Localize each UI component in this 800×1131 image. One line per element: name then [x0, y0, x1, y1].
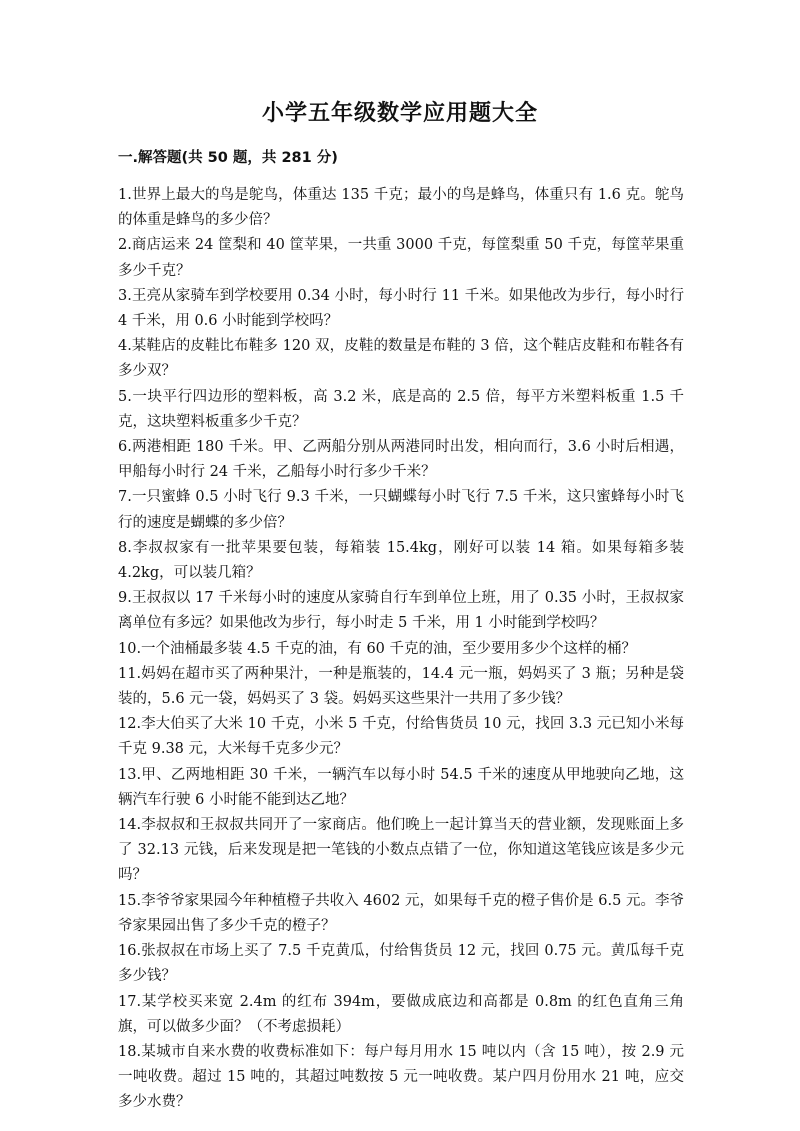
question-item: 5.一块平行四边形的塑料板，高 3.2 米，底是高的 2.5 倍，每平方米塑料板重 1.5 千克，这块塑料板重多少千克？	[118, 388, 684, 430]
question-item: 15.李爷爷家果园今年种植橙子共收入 4602 元，如果每千克的橙子售价是 6.5 元。李爷爷家果园出售了多少千克的橙子？	[118, 892, 684, 934]
question-list	[118, 183, 684, 1116]
question-item: 7.一只蜜蜂 0.5 小时飞行 9.3 千米，一只蝴蝶每小时飞行 7.5 千米，这只蜜蜂每小时飞行的速度是蝴蝶的多少倍？	[118, 489, 684, 531]
question-item: 18.某城市自来水费的收费标准如下：每户每月用水 15 吨以内（含 15 吨），按 2.9 元一吨收费。超过 15 吨的，其超过吨数按 5 元一吨收费。某户四月份用水 21 吨，应交多少水费？	[118, 1043, 684, 1111]
question-item: 6.两港相距 180 千米。甲、乙两船分别从两港同时出发，相向而行，3.6 小时后相遇，甲船每小时行 24 千米，乙船每小时行多少千米？	[118, 439, 684, 481]
question-item: 1.世界上最大的鸟是鸵鸟，体重达 135 千克；最小的鸟是蜂鸟，体重只有 1.6 克。鸵鸟的体重是蜂鸟的多少倍？	[118, 187, 684, 229]
question-item: 13.甲、乙两地相距 30 千米，一辆汽车以每小时 54.5 千米的速度从甲地驶向乙地，这辆汽车行驶 6 小时能不能到达乙地？	[118, 766, 684, 808]
section-heading: 一.解答题(共 50 题，共 281 分)	[118, 150, 338, 166]
question-item: 11.妈妈在超市买了两种果汁，一种是瓶装的，14.4 元一瓶，妈妈买了 3 瓶；另种是袋装的，5.6 元一袋，妈妈买了 3 袋。妈妈买这些果汁一共用了多少钱？	[118, 665, 684, 708]
question-item: 2.商店运来 24 筐梨和 40 筐苹果，一共重 3000 千克，每筐梨重 50 千克，每筐苹果重多少千克？	[118, 237, 684, 279]
question-item: 14.李叔叔和王叔叔共同开了一家商店。他们晚上一起计算当天的营业额，发现账面上多了 32.13 元钱，后来发现是把一笔钱的小数点点错了一位，你知道这笔钱应该是多少元吗？	[118, 817, 684, 884]
question-item: 3.王亮从家骑车到学校要用 0.34 小时，每小时行 11 千米。如果他改为步行，每小时行 4 千米，用 0.6 小时能到学校吗？	[118, 287, 684, 330]
question-item: 12.李大伯买了大米 10 千克，小米 5 千克，付给售货员 10 元，找回 3.3 元已知小米每千克 9.38 元，大米每千克多少元？	[118, 716, 684, 758]
question-item: 17.某学校买来宽 2.4m 的红布 394m，要做成底边和高都是 0.8m 的红色直角三角旗，可以做多少面？（不考虑损耗）	[118, 993, 684, 1035]
question-item: 8.李叔叔家有一批苹果要包装，每箱装 15.4kg，刚好可以装 14 箱。如果每箱多装 4.2kg，可以装几箱？	[118, 539, 684, 582]
page-title: 小学五年级数学应用题大全	[261, 101, 538, 126]
question-item: 16.张叔叔在市场上买了 7.5 千克黄瓜，付给售货员 12 元，找回 0.75 元。黄瓜每千克多少钱？	[118, 943, 684, 985]
question-item: 4.某鞋店的皮鞋比布鞋多 120 双，皮鞋的数量是布鞋的 3 倍，这个鞋店皮鞋和布鞋各有多少双？	[118, 338, 684, 380]
question-item: 10.一个油桶最多装 4.5 千克的油，有 60 千克的油，至少要用多少个这样的桶？	[118, 640, 637, 657]
question-item: 9.王叔叔以 17 千米每小时的速度从家骑自行车到单位上班，用了 0.35 小时，王叔叔家离单位有多远？如果他改为步行，每小时走 5 千米，用 1 小时能到学校吗？	[118, 590, 684, 632]
